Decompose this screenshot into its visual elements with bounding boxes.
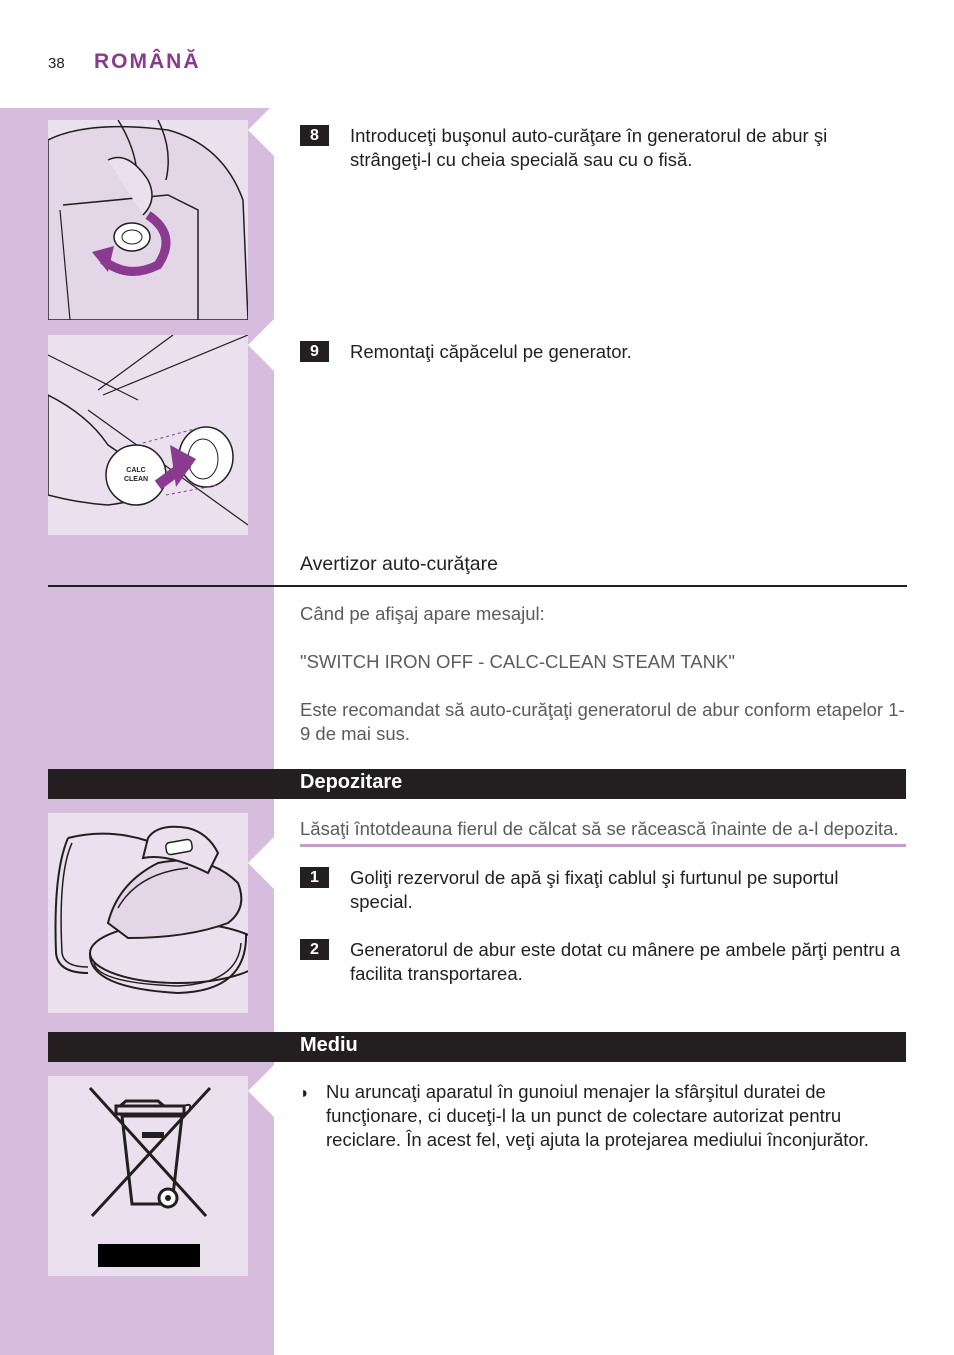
step-text: Introduceţi buşonul auto-curăţare în generatorul de abur şi strângeţi-l cu cheia specială sau cu o fisă. <box>350 125 828 170</box>
warning-paragraph-3: Este recomandat să auto-curăţaţi generatorul de abur conform etapelor 1-9 de mai sus. <box>300 699 905 744</box>
step-storage-1 <box>300 866 906 914</box>
step-text: Generatorul de abur este dotat cu mânere pe ambele părţi pentru a facilita transportarea. <box>350 939 901 984</box>
weee-crossed-bin-icon <box>48 1076 248 1276</box>
page-number: 38 <box>48 55 65 72</box>
step-text: Remontaţi căpăcelul pe generator. <box>350 341 632 362</box>
illustration-refit-cap <box>48 335 248 535</box>
step-8 <box>300 124 906 172</box>
warning-paragraph-1: Când pe afişaj apare mesajul: <box>300 603 545 624</box>
calc-label-line2: CLEAN <box>123 476 149 483</box>
section-title-environment: Mediu <box>300 1034 358 1056</box>
bullet-icon: ◗ <box>300 1085 310 1102</box>
language-title: ROMÂNĂ <box>94 50 201 73</box>
illustration-iron-storage <box>48 813 248 1013</box>
step-storage-2 <box>300 938 906 986</box>
section-divider <box>48 585 907 587</box>
step-number: 9 <box>300 341 329 362</box>
section-title-storage: Depozitare <box>300 771 403 793</box>
section-bar-storage <box>48 769 906 799</box>
warning-paragraph-2: "SWITCH IRON OFF - CALC-CLEAN STEAM TANK" <box>300 651 735 672</box>
section-heading-warning: Avertizor auto-curăţare <box>300 553 498 575</box>
step-number: 2 <box>300 939 329 960</box>
illustration-tighten-cap <box>48 120 248 320</box>
environment-bullet <box>300 1080 906 1152</box>
step-9 <box>300 340 906 364</box>
step-text: Goliţi rezervorul de apă şi fixaţi cablul şi furtunul pe suportul special. <box>350 867 839 912</box>
environment-text: Nu aruncaţi aparatul în gunoiul menajer la sfârşitul duratei de funcţionare, ci duceţi-l la un punct de colectare autorizat pentru reciclare. În acest fel, veţi ajuta la protejarea mediului înconjurător. <box>326 1081 869 1150</box>
step-number: 8 <box>300 125 329 146</box>
calc-label-line1: CALC <box>126 467 146 474</box>
step-number: 1 <box>300 867 329 888</box>
section-bar-environment <box>48 1032 906 1062</box>
storage-note: Lăsaţi întotdeauna fierul de călcat să se răcească înainte de a-l depozita. <box>300 817 906 847</box>
